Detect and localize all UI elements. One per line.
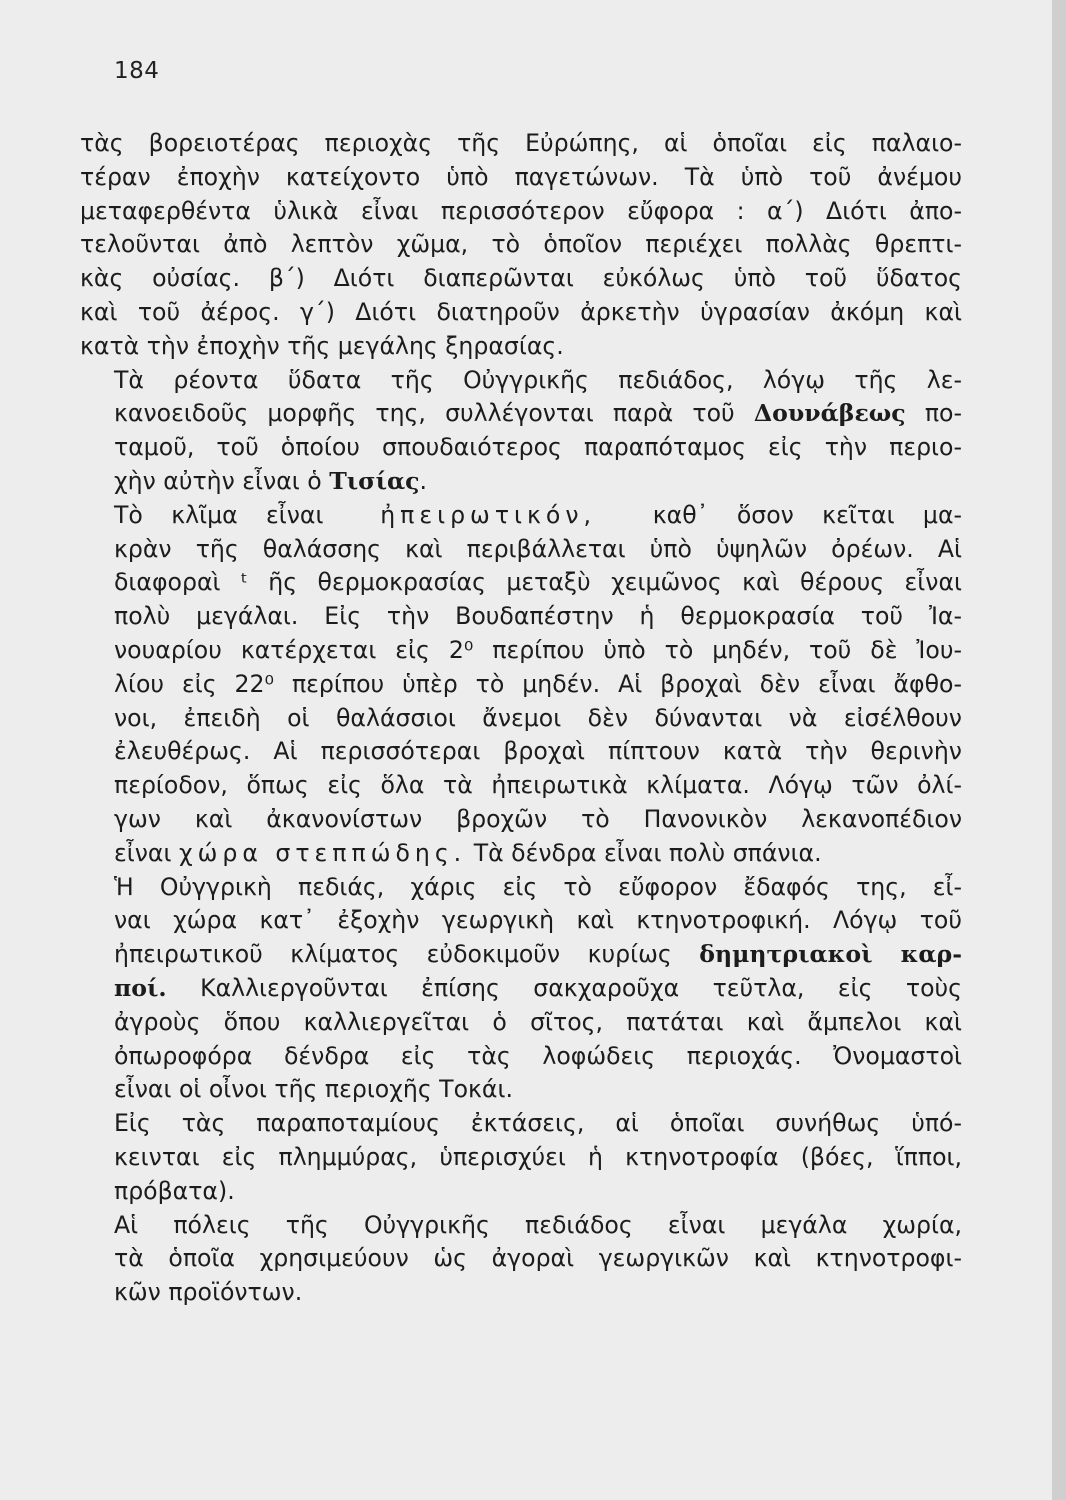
text-line: λίου εἰς 22⁰ περίπου ὑπὲρ τὸ μηδέν. Αἱ βροχαὶ δὲν εἶναι ἄφθο- — [114, 669, 962, 698]
text-line: τὰς βορειοτέρας περιοχὰς τῆς Εὐρώπης, αἱ ὁποῖαι εἰς παλαιο- — [80, 129, 962, 157]
text-line — [80, 499, 962, 533]
text-line: γων καὶ ἀκανονίστων βροχῶν τὸ Πανονικὸν λεκανοπέδιον — [114, 804, 962, 833]
text-line: ταμοῦ, τοῦ ὁποίου σπουδαιότερος παραπόταμος εἰς τὴν περιο- — [114, 433, 962, 462]
text-line: τέραν ἐποχὴν κατείχοντο ὑπὸ παγετώνων. Τὰ ὑπὸ τοῦ ἀνέμου — [80, 162, 962, 191]
bold-term-tisza: Τισίας — [329, 466, 420, 495]
text-line: ἀγροὺς ὅπου καλλιεργεῖται ὁ σῖτος, πατάται καὶ ἄμπελοι καὶ — [114, 1007, 962, 1036]
paragraph-4 — [80, 871, 962, 1108]
text-line: πολὺ μεγάλαι. Εἰς τὴν Βουδαπέστην ἡ θερμοκρασία τοῦ Ἰα- — [114, 602, 962, 631]
text-line: κατὰ τὴν ἐποχὴν τῆς μεγάλης ξηρασίας. — [80, 331, 564, 360]
text-line: τελοῦνται ἀπὸ λεπτὸν χῶμα, τὸ ὁποῖον περιέχει πολλὰς θρεπτι- — [80, 230, 962, 259]
text-line — [80, 972, 962, 1006]
text-segment: χὴν αὐτὴν εἶναι ὁ — [114, 466, 322, 495]
text-line: κρὰν τῆς θαλάσσης καὶ περιβάλλεται ὑπὸ ὑψηλῶν ὀρέων. Αἱ — [114, 534, 962, 563]
text-segment: εἶναι — [114, 838, 172, 867]
text-segment: καθ᾽ ὅσον κεῖται μα- — [652, 500, 963, 529]
bold-term-danube: Δουνάβεως — [753, 399, 906, 428]
text-line — [80, 938, 962, 972]
text-segment: . — [419, 466, 428, 495]
paragraph-5 — [80, 1107, 962, 1208]
body-text — [80, 127, 962, 1310]
text-line: νουαρίου κατέρχεται εἰς 2⁰ περίπου ὑπὸ τὸ μηδέν, τοῦ δὲ Ἰου- — [114, 635, 962, 664]
spaced-word-steppe: χώρα στεππώδης. — [178, 838, 467, 867]
text-segment: ἠπειρωτικοῦ κλίματος εὐδοκιμοῦν κυρίως — [114, 940, 672, 969]
text-line: ναι χώρα κατ᾽ ἐξοχὴν γεωργικὴ καὶ κτηνοτροφική. Λόγῳ τοῦ — [114, 906, 962, 935]
text-line — [80, 397, 962, 431]
paragraph-2 — [80, 364, 962, 499]
text-segment: Τὸ κλῖμα εἶναι — [114, 500, 324, 529]
text-line: πρόβατα). — [114, 1176, 235, 1205]
paragraph-1 — [80, 127, 962, 364]
paragraph-6 — [80, 1209, 962, 1310]
text-line: Εἰς τὰς παραποταμίους ἐκτάσεις, αἱ ὁποῖαι συνήθως ὑπό- — [114, 1109, 962, 1138]
bold-term-cereals-end: ποί. — [114, 973, 167, 1002]
text-line — [80, 465, 962, 499]
page-number: 184 — [114, 58, 160, 84]
text-line: κὰς οὐσίας. β΄) Διότι διαπερῶνται εὐκόλως ὑπὸ τοῦ ὕδατος — [80, 264, 962, 293]
page-edge-shadow — [1052, 0, 1066, 1500]
spaced-word-continental: ἠπειρωτικόν, — [380, 500, 597, 529]
text-line: Ἡ Οὐγγρικὴ πεδιάς, χάρις εἰς τὸ εὔφορον ἔδαφός της, εἶ- — [114, 872, 962, 901]
text-segment: πο- — [924, 399, 962, 428]
text-line: τὰ ὁποῖα χρησιμεύουν ὡς ἀγοραὶ γεωργικῶν καὶ κτηνοτροφι- — [114, 1244, 962, 1273]
text-line: διαφοραὶ ᵗ ῆς θερμοκρασίας μεταξὺ χειμῶνος καὶ θέρους εἶναι — [114, 568, 962, 597]
text-line: κῶν προϊόντων. — [114, 1278, 303, 1307]
text-line: νοι, ἐπειδὴ οἱ θαλάσσιοι ἄνεμοι δὲν δύνανται νὰ εἰσέλθουν — [114, 703, 962, 732]
text-line: καὶ τοῦ ἀέρος. γ΄) Διότι διατηροῦν ἀρκετὴν ὑγρασίαν ἀκόμη καὶ — [80, 297, 962, 326]
text-line: Αἱ πόλεις τῆς Οὐγγρικῆς πεδιάδος εἶναι μεγάλα χωρία, — [114, 1210, 962, 1239]
text-line: ὀπωροφόρα δένδρα εἰς τὰς λοφώδεις περιοχάς. Ὀνομαστοὶ — [114, 1041, 962, 1070]
text-segment: Τὰ δένδρα εἶναι πολὺ σπάνια. — [473, 838, 822, 867]
text-line: εἶναι οἱ οἶνοι τῆς περιοχῆς Τοκάι. — [114, 1075, 513, 1104]
text-line: μεταφερθέντα ὑλικὰ εἶναι περισσότερον εὔφορα : α΄) Διότι ἀπο- — [80, 196, 962, 225]
text-line: ἐλευθέρως. Αἱ περισσότεραι βροχαὶ πίπτουν κατὰ τὴν θερινὴν — [114, 737, 962, 766]
text-segment: Καλλιεργοῦνται ἐπίσης σακχαροῦχα τεῦτλα, εἰς τοὺς — [200, 973, 963, 1002]
paragraph-3 — [80, 499, 962, 871]
text-segment: κανοειδοῦς μορφῆς της, συλλέγονται παρὰ τοῦ — [114, 399, 735, 428]
bold-term-cereals: δημητριακοὶ καρ- — [699, 940, 963, 969]
text-line: περίοδον, ὅπως εἰς ὅλα τὰ ἠπειρωτικὰ κλίματα. Λόγῳ τῶν ὀλί- — [114, 771, 962, 800]
text-line: Τὰ ρέοντα ὕδατα τῆς Οὐγγρικῆς πεδιάδος, λόγῳ τῆς λε- — [114, 365, 962, 394]
text-line: κεινται εἰς πλημμύρας, ὑπερισχύει ἡ κτηνοτροφία (βόες, ἵπποι, — [114, 1142, 962, 1171]
text-line — [80, 837, 962, 871]
